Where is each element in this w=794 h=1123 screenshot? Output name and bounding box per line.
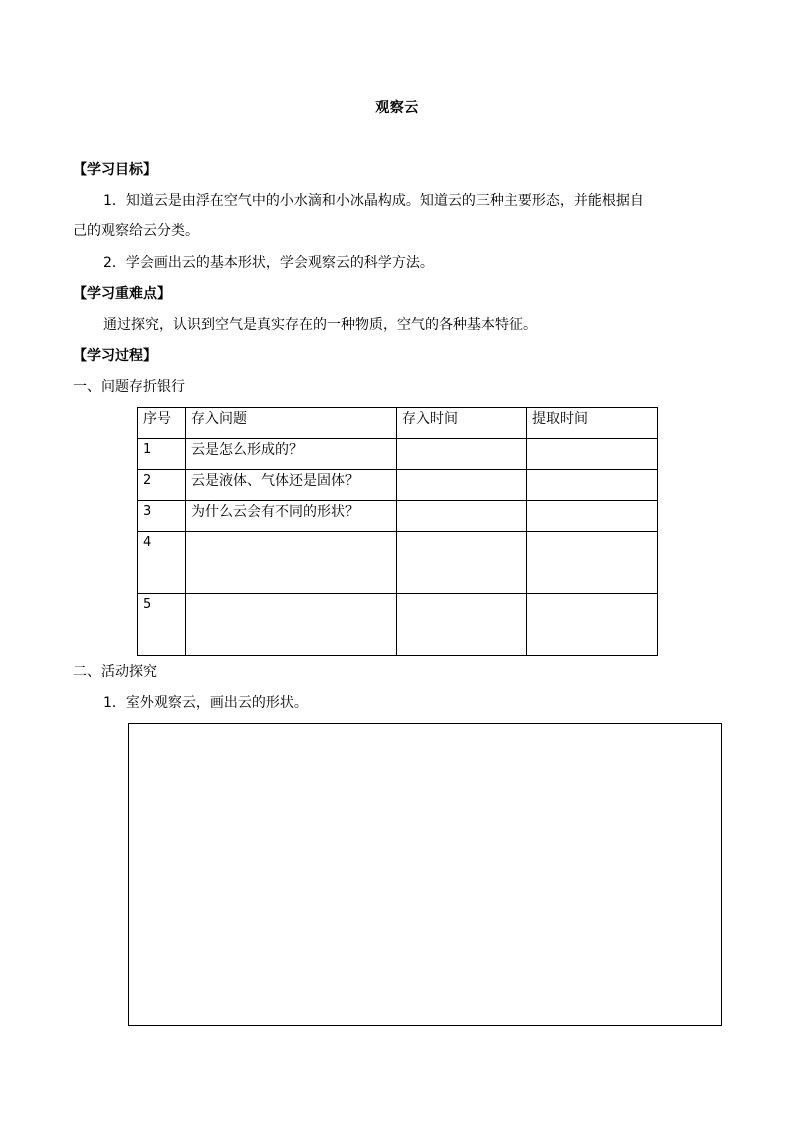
row-withdraw-time[interactable] [527,470,658,501]
row-withdraw-time[interactable] [527,532,658,594]
row-question: 云是液体、气体还是固体？ [186,470,397,501]
key-points-text: 通过探究，认识到空气是真实存在的一种物质，空气的各种基本特征。 [103,317,537,333]
row-question: 为什么云会有不同的形状？ [186,501,397,532]
row-withdraw-time[interactable] [527,439,658,470]
header-number: 序号 [138,408,186,439]
header-question: 存入问题 [186,408,397,439]
table-header-row [138,408,658,439]
table-row [138,501,658,532]
section-question-bank: 一、问题存折银行 [73,379,185,395]
row-deposit-time[interactable] [397,501,527,532]
row-number: 4 [138,532,186,594]
table-row [138,532,658,594]
row-number: 2 [138,470,186,501]
table-row [138,439,658,470]
goal-item-1-line-1: 1．知道云是由浮在空气中的小水滴和小冰晶构成。知道云的三种主要形态，并能根据自 [103,193,644,209]
row-deposit-time[interactable] [397,594,527,656]
row-number: 1 [138,439,186,470]
row-withdraw-time[interactable] [527,594,658,656]
row-deposit-time[interactable] [397,532,527,594]
section-activity: 二、活动探究 [73,664,157,680]
activity-item-1: 1．室外观察云，画出云的形状。 [103,695,308,711]
header-deposit-time: 存入时间 [397,408,527,439]
table-row [138,470,658,501]
goals-heading: 【学习目标】 [73,162,157,178]
row-question[interactable] [186,594,397,656]
question-bank-table [137,407,658,656]
cloud-drawing-box[interactable] [128,723,722,1026]
page-title: 观察云 [375,100,419,116]
row-question[interactable] [186,532,397,594]
goal-item-2: 2．学会画出云的基本形状，学会观察云的科学方法。 [103,255,434,271]
row-question: 云是怎么形成的？ [186,439,397,470]
row-deposit-time[interactable] [397,439,527,470]
row-number: 3 [138,501,186,532]
row-withdraw-time[interactable] [527,501,658,532]
table-row [138,594,658,656]
row-number: 5 [138,594,186,656]
header-withdraw-time: 提取时间 [527,408,658,439]
key-points-heading: 【学习重难点】 [73,286,171,302]
row-deposit-time[interactable] [397,470,527,501]
goal-item-1-line-2: 己的观察给云分类。 [73,223,199,239]
process-heading: 【学习过程】 [73,348,157,364]
